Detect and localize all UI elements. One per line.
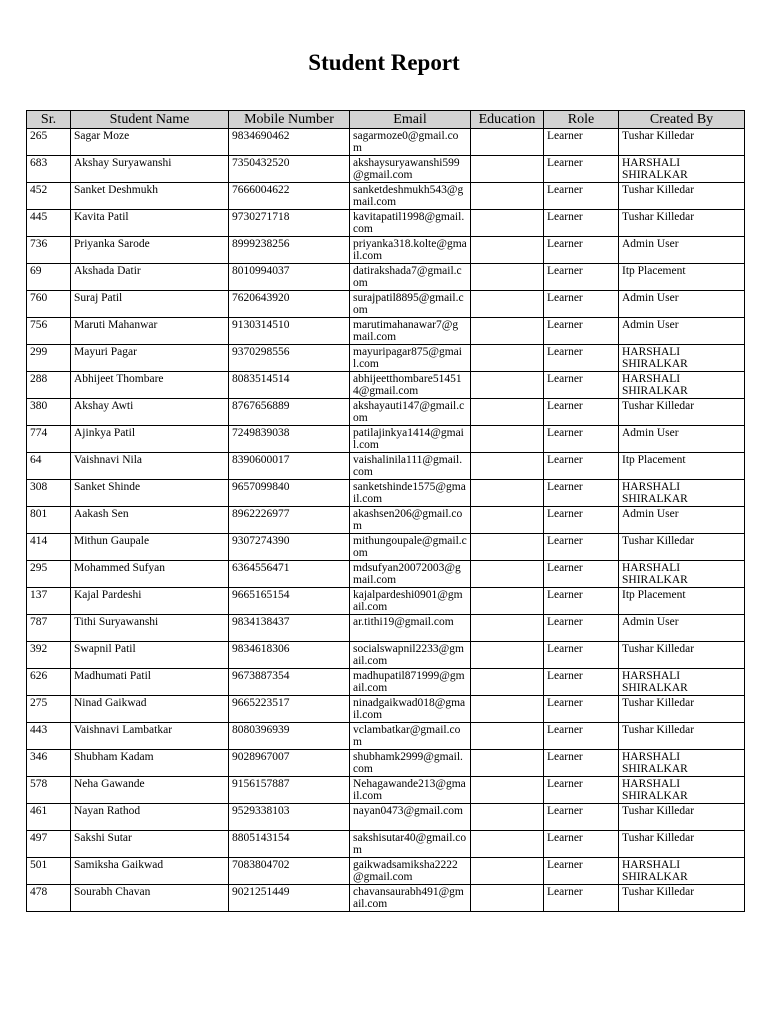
cell-created-by: Tushar Killedar [619, 534, 745, 561]
cell-student-name: Akshay Suryawanshi [71, 156, 229, 183]
cell-created-by: HARSHALI SHIRALKAR [619, 372, 745, 399]
cell-mobile-number: 7620643920 [229, 291, 350, 318]
table-row [27, 534, 745, 561]
cell-mobile-number: 9021251449 [229, 885, 350, 912]
table-row [27, 129, 745, 156]
cell-email: akashsen206@gmail.com [350, 507, 471, 534]
cell-student-name: Neha Gawande [71, 777, 229, 804]
cell-sr: 288 [27, 372, 71, 399]
cell-education [471, 588, 544, 615]
table-row [27, 507, 745, 534]
cell-education [471, 210, 544, 237]
table-row [27, 804, 745, 831]
cell-education [471, 507, 544, 534]
column-header-sr: Sr. [27, 111, 71, 129]
column-header-mobile-number: Mobile Number [229, 111, 350, 129]
table-row [27, 642, 745, 669]
cell-email: chavansaurabh491@gmail.com [350, 885, 471, 912]
cell-student-name: Sanket Shinde [71, 480, 229, 507]
cell-created-by: HARSHALI SHIRALKAR [619, 561, 745, 588]
cell-mobile-number: 9028967007 [229, 750, 350, 777]
cell-email: madhupatil871999@gmail.com [350, 669, 471, 696]
cell-education [471, 561, 544, 588]
cell-sr: 414 [27, 534, 71, 561]
cell-mobile-number: 9529338103 [229, 804, 350, 831]
cell-sr: 295 [27, 561, 71, 588]
cell-created-by: Admin User [619, 615, 745, 642]
cell-education [471, 426, 544, 453]
cell-created-by: Tushar Killedar [619, 642, 745, 669]
cell-role: Learner [544, 561, 619, 588]
cell-education [471, 480, 544, 507]
cell-education [471, 777, 544, 804]
cell-mobile-number: 7666004622 [229, 183, 350, 210]
cell-created-by: Itp Placement [619, 453, 745, 480]
cell-student-name: Madhumati Patil [71, 669, 229, 696]
cell-email: shubhamk2999@gmail.com [350, 750, 471, 777]
cell-role: Learner [544, 534, 619, 561]
column-header-created-by: Created By [619, 111, 745, 129]
cell-student-name: Nayan Rathod [71, 804, 229, 831]
cell-education [471, 345, 544, 372]
cell-role: Learner [544, 426, 619, 453]
cell-email: datirakshada7@gmail.com [350, 264, 471, 291]
cell-education [471, 750, 544, 777]
cell-education [471, 237, 544, 264]
cell-sr: 760 [27, 291, 71, 318]
cell-role: Learner [544, 129, 619, 156]
cell-mobile-number: 9730271718 [229, 210, 350, 237]
table-row [27, 453, 745, 480]
cell-role: Learner [544, 345, 619, 372]
cell-education [471, 318, 544, 345]
cell-mobile-number: 7249839038 [229, 426, 350, 453]
cell-sr: 736 [27, 237, 71, 264]
cell-sr: 308 [27, 480, 71, 507]
table-row [27, 480, 745, 507]
cell-role: Learner [544, 777, 619, 804]
cell-mobile-number: 8080396939 [229, 723, 350, 750]
cell-sr: 380 [27, 399, 71, 426]
cell-role: Learner [544, 858, 619, 885]
table-row [27, 750, 745, 777]
table-row [27, 669, 745, 696]
cell-created-by: HARSHALI SHIRALKAR [619, 669, 745, 696]
cell-education [471, 453, 544, 480]
cell-mobile-number: 8083514514 [229, 372, 350, 399]
cell-role: Learner [544, 183, 619, 210]
cell-email: akshaysuryawanshi599@gmail.com [350, 156, 471, 183]
cell-education [471, 804, 544, 831]
cell-role: Learner [544, 237, 619, 264]
table-row [27, 318, 745, 345]
cell-email: kavitapatil1998@gmail.com [350, 210, 471, 237]
cell-student-name: Swapnil Patil [71, 642, 229, 669]
cell-education [471, 156, 544, 183]
cell-sr: 275 [27, 696, 71, 723]
cell-email: sagarmoze0@gmail.com [350, 129, 471, 156]
cell-student-name: Shubham Kadam [71, 750, 229, 777]
table-row [27, 345, 745, 372]
table-row [27, 237, 745, 264]
cell-email: abhijeetthombare514514@gmail.com [350, 372, 471, 399]
header-row [27, 111, 745, 129]
cell-education [471, 534, 544, 561]
cell-sr: 443 [27, 723, 71, 750]
cell-created-by: Tushar Killedar [619, 831, 745, 858]
cell-created-by: HARSHALI SHIRALKAR [619, 777, 745, 804]
cell-education [471, 129, 544, 156]
cell-sr: 626 [27, 669, 71, 696]
cell-email: akshayauti147@gmail.com [350, 399, 471, 426]
cell-email: marutimahanawar7@gmail.com [350, 318, 471, 345]
cell-student-name: Mithun Gaupale [71, 534, 229, 561]
cell-mobile-number: 9834138437 [229, 615, 350, 642]
cell-student-name: Akshay Awti [71, 399, 229, 426]
cell-role: Learner [544, 642, 619, 669]
cell-sr: 452 [27, 183, 71, 210]
cell-student-name: Vaishnavi Nila [71, 453, 229, 480]
cell-email: mithungoupale@gmail.com [350, 534, 471, 561]
table-row [27, 831, 745, 858]
cell-mobile-number: 9834690462 [229, 129, 350, 156]
cell-email: mayuripagar875@gmail.com [350, 345, 471, 372]
cell-mobile-number: 9665165154 [229, 588, 350, 615]
cell-email: patilajinkya1414@gmail.com [350, 426, 471, 453]
table-row [27, 291, 745, 318]
cell-created-by: HARSHALI SHIRALKAR [619, 750, 745, 777]
cell-student-name: Aakash Sen [71, 507, 229, 534]
cell-email: gaikwadsamiksha2222@gmail.com [350, 858, 471, 885]
cell-student-name: Maruti Mahanwar [71, 318, 229, 345]
table-row [27, 777, 745, 804]
table-row [27, 615, 745, 642]
cell-role: Learner [544, 669, 619, 696]
cell-email: nayan0473@gmail.com [350, 804, 471, 831]
cell-sr: 392 [27, 642, 71, 669]
cell-mobile-number: 9673887354 [229, 669, 350, 696]
cell-student-name: Samiksha Gaikwad [71, 858, 229, 885]
table-row [27, 588, 745, 615]
cell-education [471, 615, 544, 642]
cell-role: Learner [544, 210, 619, 237]
table-row [27, 183, 745, 210]
cell-student-name: Ajinkya Patil [71, 426, 229, 453]
cell-student-name: Sagar Moze [71, 129, 229, 156]
cell-sr: 265 [27, 129, 71, 156]
cell-sr: 756 [27, 318, 71, 345]
cell-role: Learner [544, 831, 619, 858]
cell-student-name: Kajal Pardeshi [71, 588, 229, 615]
cell-mobile-number: 8805143154 [229, 831, 350, 858]
cell-created-by: Admin User [619, 318, 745, 345]
cell-created-by: Tushar Killedar [619, 399, 745, 426]
cell-mobile-number: 8962226977 [229, 507, 350, 534]
cell-created-by: HARSHALI SHIRALKAR [619, 480, 745, 507]
cell-email: ar.tithi19@gmail.com [350, 615, 471, 642]
cell-education [471, 183, 544, 210]
cell-education [471, 885, 544, 912]
column-header-student-name: Student Name [71, 111, 229, 129]
column-header-education: Education [471, 111, 544, 129]
cell-role: Learner [544, 507, 619, 534]
cell-education [471, 264, 544, 291]
cell-education [471, 696, 544, 723]
cell-education [471, 399, 544, 426]
cell-sr: 445 [27, 210, 71, 237]
table-row [27, 885, 745, 912]
cell-email: sakshisutar40@gmail.com [350, 831, 471, 858]
cell-email: mdsufyan20072003@gmail.com [350, 561, 471, 588]
table-row [27, 858, 745, 885]
cell-student-name: Mayuri Pagar [71, 345, 229, 372]
cell-mobile-number: 9665223517 [229, 696, 350, 723]
cell-mobile-number: 7083804702 [229, 858, 350, 885]
cell-mobile-number: 9130314510 [229, 318, 350, 345]
cell-email: sanketshinde1575@gmail.com [350, 480, 471, 507]
cell-student-name: Kavita Patil [71, 210, 229, 237]
cell-email: kajalpardeshi0901@gmail.com [350, 588, 471, 615]
cell-email: vclambatkar@gmail.com [350, 723, 471, 750]
table-row [27, 264, 745, 291]
cell-student-name: Priyanka Sarode [71, 237, 229, 264]
cell-student-name: Suraj Patil [71, 291, 229, 318]
cell-mobile-number: 8390600017 [229, 453, 350, 480]
cell-sr: 683 [27, 156, 71, 183]
cell-created-by: Admin User [619, 426, 745, 453]
cell-education [471, 291, 544, 318]
cell-role: Learner [544, 291, 619, 318]
cell-role: Learner [544, 480, 619, 507]
cell-sr: 497 [27, 831, 71, 858]
cell-created-by: HARSHALI SHIRALKAR [619, 345, 745, 372]
table-row [27, 561, 745, 588]
student-table [26, 110, 745, 912]
cell-mobile-number: 8999238256 [229, 237, 350, 264]
cell-sr: 137 [27, 588, 71, 615]
cell-student-name: Sakshi Sutar [71, 831, 229, 858]
cell-role: Learner [544, 264, 619, 291]
cell-role: Learner [544, 696, 619, 723]
cell-email: socialswapnil2233@gmail.com [350, 642, 471, 669]
cell-mobile-number: 9156157887 [229, 777, 350, 804]
cell-email: ninadgaikwad018@gmail.com [350, 696, 471, 723]
page-title: Student Report [308, 50, 460, 75]
cell-role: Learner [544, 453, 619, 480]
cell-education [471, 831, 544, 858]
cell-sr: 346 [27, 750, 71, 777]
cell-created-by: Tushar Killedar [619, 696, 745, 723]
cell-sr: 69 [27, 264, 71, 291]
cell-student-name: Tithi Suryawanshi [71, 615, 229, 642]
cell-education [471, 372, 544, 399]
table-row [27, 399, 745, 426]
cell-role: Learner [544, 615, 619, 642]
cell-role: Learner [544, 318, 619, 345]
cell-role: Learner [544, 588, 619, 615]
cell-role: Learner [544, 156, 619, 183]
cell-created-by: Tushar Killedar [619, 804, 745, 831]
column-header-role: Role [544, 111, 619, 129]
cell-email: Nehagawande213@gmail.com [350, 777, 471, 804]
cell-mobile-number: 9834618306 [229, 642, 350, 669]
cell-created-by: Admin User [619, 237, 745, 264]
cell-sr: 461 [27, 804, 71, 831]
cell-sr: 64 [27, 453, 71, 480]
table-row [27, 372, 745, 399]
cell-mobile-number: 9370298556 [229, 345, 350, 372]
cell-student-name: Abhijeet Thombare [71, 372, 229, 399]
cell-student-name: Sanket Deshmukh [71, 183, 229, 210]
cell-created-by: HARSHALI SHIRALKAR [619, 156, 745, 183]
cell-sr: 578 [27, 777, 71, 804]
cell-mobile-number: 9657099840 [229, 480, 350, 507]
cell-sr: 787 [27, 615, 71, 642]
cell-student-name: Sourabh Chavan [71, 885, 229, 912]
cell-mobile-number: 8010994037 [229, 264, 350, 291]
cell-email: priyanka318.kolte@gmail.com [350, 237, 471, 264]
cell-student-name: Ninad Gaikwad [71, 696, 229, 723]
cell-mobile-number: 7350432520 [229, 156, 350, 183]
cell-sr: 774 [27, 426, 71, 453]
table-row [27, 210, 745, 237]
cell-role: Learner [544, 885, 619, 912]
cell-created-by: Tushar Killedar [619, 183, 745, 210]
cell-student-name: Vaishnavi Lambatkar [71, 723, 229, 750]
cell-email: vaishalinila111@gmail.com [350, 453, 471, 480]
cell-student-name: Mohammed Sufyan [71, 561, 229, 588]
cell-role: Learner [544, 399, 619, 426]
cell-role: Learner [544, 750, 619, 777]
cell-created-by: Tushar Killedar [619, 723, 745, 750]
cell-created-by: Admin User [619, 291, 745, 318]
cell-education [471, 858, 544, 885]
cell-email: surajpatil8895@gmail.com [350, 291, 471, 318]
table-row [27, 696, 745, 723]
table-row [27, 156, 745, 183]
cell-mobile-number: 8767656889 [229, 399, 350, 426]
cell-sr: 501 [27, 858, 71, 885]
cell-sr: 801 [27, 507, 71, 534]
cell-email: sanketdeshmukh543@gmail.com [350, 183, 471, 210]
cell-sr: 299 [27, 345, 71, 372]
cell-mobile-number: 9307274390 [229, 534, 350, 561]
cell-created-by: Tushar Killedar [619, 210, 745, 237]
cell-education [471, 669, 544, 696]
cell-education [471, 723, 544, 750]
cell-created-by: Itp Placement [619, 264, 745, 291]
cell-sr: 478 [27, 885, 71, 912]
column-header-email: Email [350, 111, 471, 129]
cell-student-name: Akshada Datir [71, 264, 229, 291]
table-row [27, 426, 745, 453]
cell-created-by: Tushar Killedar [619, 885, 745, 912]
cell-mobile-number: 6364556471 [229, 561, 350, 588]
cell-created-by: Admin User [619, 507, 745, 534]
cell-role: Learner [544, 804, 619, 831]
cell-role: Learner [544, 723, 619, 750]
cell-created-by: HARSHALI SHIRALKAR [619, 858, 745, 885]
cell-role: Learner [544, 372, 619, 399]
table-row [27, 723, 745, 750]
cell-created-by: Itp Placement [619, 588, 745, 615]
cell-created-by: Tushar Killedar [619, 129, 745, 156]
cell-education [471, 642, 544, 669]
